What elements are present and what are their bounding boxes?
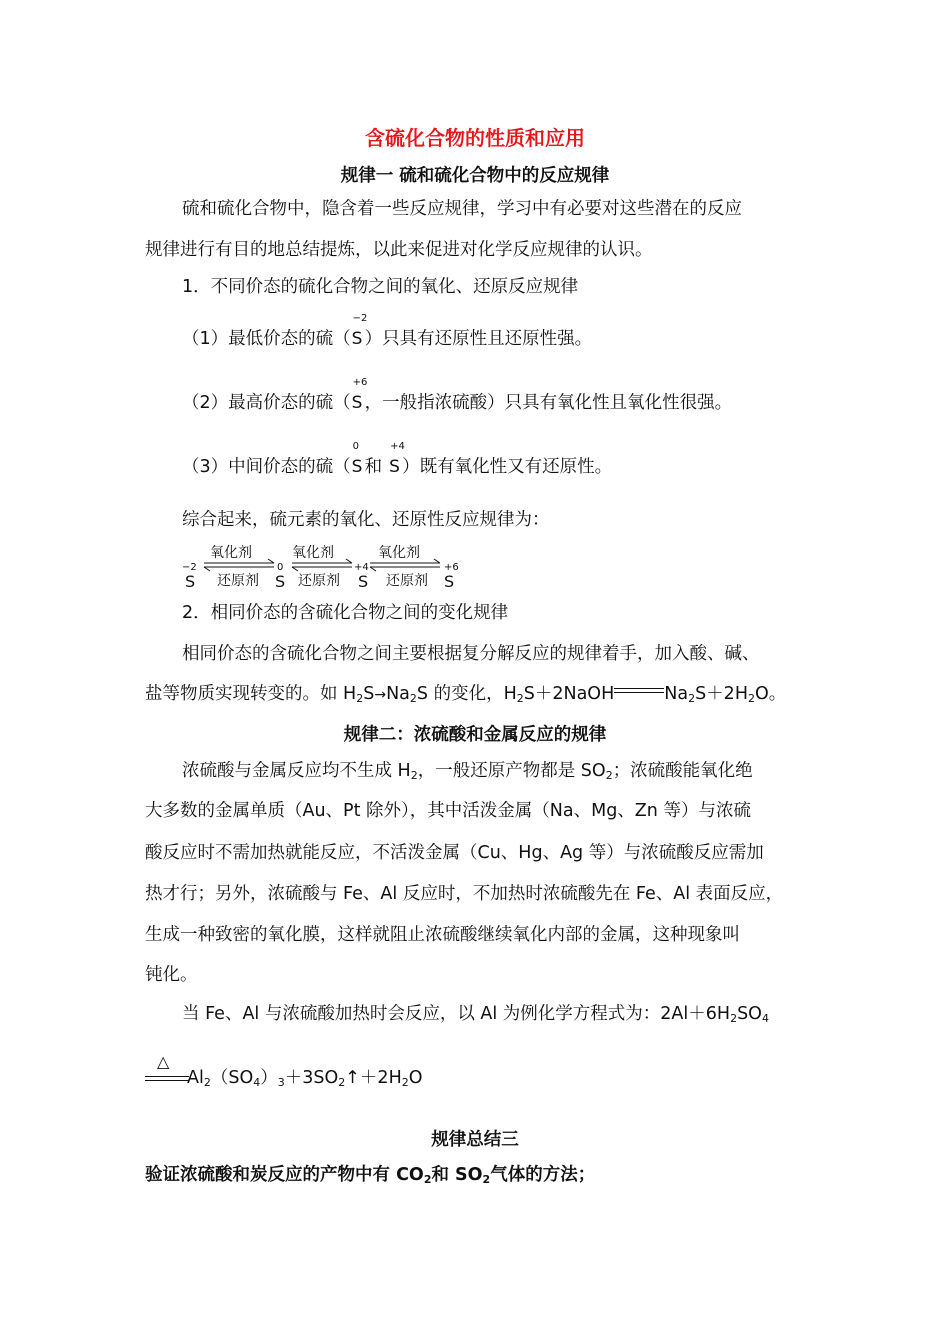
point2-line2: 盐等物质实现转变的。如 $H_2S\to Na_2S$ 的变化，$H_2S+2NaOH$ $Na_2S+2H_2O$。	[145, 684, 787, 705]
rule2-p4: 热才行；另外，浓硫酸与 Fe、Al 反应时，不加热时浓硫酸先在 Fe、Al 表面反应，	[145, 884, 784, 904]
heating-equals-sign	[145, 1052, 191, 1088]
state-0: 0	[277, 562, 284, 573]
item1-pre: （1）最低价态的硫（	[182, 329, 351, 349]
text: 浓硫酸与金属反应均不生成 H	[182, 761, 411, 781]
oxidation-number: 0	[352, 441, 360, 452]
item3-mid: 和	[364, 457, 383, 477]
item3	[182, 441, 613, 479]
text: ，一般还原产物都是 SO	[417, 761, 606, 781]
state-minus2: −2	[182, 562, 197, 573]
sulfur-symbol: S	[358, 572, 369, 591]
sulfur-oxidation-state	[351, 313, 368, 351]
document-title: 含硫化合物的性质和应用	[365, 126, 585, 150]
sulfur-symbol: S	[351, 457, 363, 477]
rule2-p2: 大多数的金属单质（Au、Pt 除外），其中活泼金属（Na、Mg、Zn 等）与浓硫	[145, 801, 751, 821]
sulfur-symbol: S	[389, 457, 400, 477]
sulfur-oxidation-state	[351, 377, 368, 415]
oxidant-label: 氧化剂	[210, 545, 252, 561]
reductant-label: 还原剂	[386, 573, 428, 589]
point1-title: 1．不同价态的硫化合物之间的氧化、还原反应规律	[182, 277, 579, 297]
sulfur-symbol: S	[185, 572, 196, 591]
rule1-heading: 规律一 硫和硫化合物中的反应规律	[340, 166, 610, 186]
text: 盐等物质实现转变的。如 H	[145, 684, 357, 704]
point2-line1: 相同价态的含硫化合物之间主要根据复分解反应的规律着手，加入酸、碱、	[182, 644, 760, 664]
rule1-intro-line1: 硫和硫化合物中，隐含着一些反应规律，学习中有必要对这些潜在的反应	[182, 199, 742, 219]
point2-title: 2．相同价态的含硫化合物之间的变化规律	[182, 603, 509, 623]
rule3-heading: 规律总结三	[431, 1130, 519, 1150]
item2-pre: （2）最高价态的硫（	[182, 393, 351, 413]
state-plus6: +6	[444, 562, 459, 573]
rule2-p7: 当 Fe、Al 与浓硫酸加热时会反应，以 Al 为例化学方程式为：$2Al+6H_2SO_4$	[182, 1004, 769, 1025]
heat-symbol: △	[157, 1052, 170, 1071]
text: 和 SO	[431, 1165, 483, 1185]
equation-products: $Al_2(SO_4)_3+3SO_2↑+2H_2O$	[187, 1068, 423, 1089]
reductant-label: 还原剂	[217, 573, 259, 589]
rule3-line: 验证浓硫酸和炭反应的产物中有 $CO_2$和 $SO_2$气体的方法；	[145, 1165, 596, 1186]
text: 气体的方法；	[490, 1165, 596, 1185]
rule2-p3: 酸反应时不需加热就能反应，不活泼金属（Cu、Hg、Ag 等）与浓硫酸反应需加	[145, 843, 764, 863]
sulfur-symbol: S	[351, 329, 363, 349]
text: 的变化，H	[433, 684, 517, 704]
oxidation-number: −2	[352, 313, 368, 324]
oxidation-number: +4	[390, 441, 405, 452]
item2	[182, 377, 733, 415]
reductant-label: 还原剂	[298, 573, 340, 589]
sulfur-oxidation-state	[351, 441, 365, 479]
item3-pre: （3）中间价态的硫（	[182, 457, 351, 477]
text: 当 Fe、Al 与浓硫酸加热时会反应，以 Al 为例化学方程式为：2Al＋6H	[182, 1004, 731, 1024]
sulfur-symbol: S	[351, 393, 363, 413]
rule2-p1: 浓硫酸与金属反应均不生成 $H_2$，一般还原产物都是 $SO_2$；浓硫酸能氧化绝	[182, 761, 753, 782]
redox-scheme	[182, 540, 472, 592]
oxidant-label: 氧化剂	[292, 545, 334, 561]
sulfur-symbol: S	[444, 572, 455, 591]
oxidation-number: +6	[352, 377, 368, 388]
text: 验证浓硫酸和炭反应的产物中有 CO	[145, 1165, 424, 1185]
rule2-p6: 钝化。	[145, 965, 198, 985]
rule2-p5: 生成一种致密的氧化膜，这样就阻止浓硫酸继续氧化内部的金属，这种现象叫	[145, 925, 740, 945]
equals-sign	[614, 688, 664, 693]
rule1-intro-line2: 规律进行有目的地总结提炼，以此来促进对化学反应规律的认识。	[145, 240, 653, 260]
rule2-heading: 规律二：浓硫酸和金属反应的规律	[343, 725, 607, 745]
item2-post: ，一般指浓硫酸）只具有氧化性且氧化性很强。	[364, 393, 733, 413]
item3-post: ）既有氧化性又有还原性。	[402, 457, 613, 477]
sulfur-oxidation-state	[388, 441, 405, 479]
state-plus4: +4	[354, 562, 369, 573]
summary-line: 综合起来，硫元素的氧化、还原性反应规律为：	[182, 510, 550, 530]
item1-post: ）只具有还原性且还原性强。	[364, 329, 593, 349]
item1	[182, 313, 593, 351]
sulfur-symbol: S	[275, 572, 286, 591]
oxidant-label: 氧化剂	[378, 545, 420, 561]
text: ；浓硫酸能氧化绝	[612, 761, 753, 781]
